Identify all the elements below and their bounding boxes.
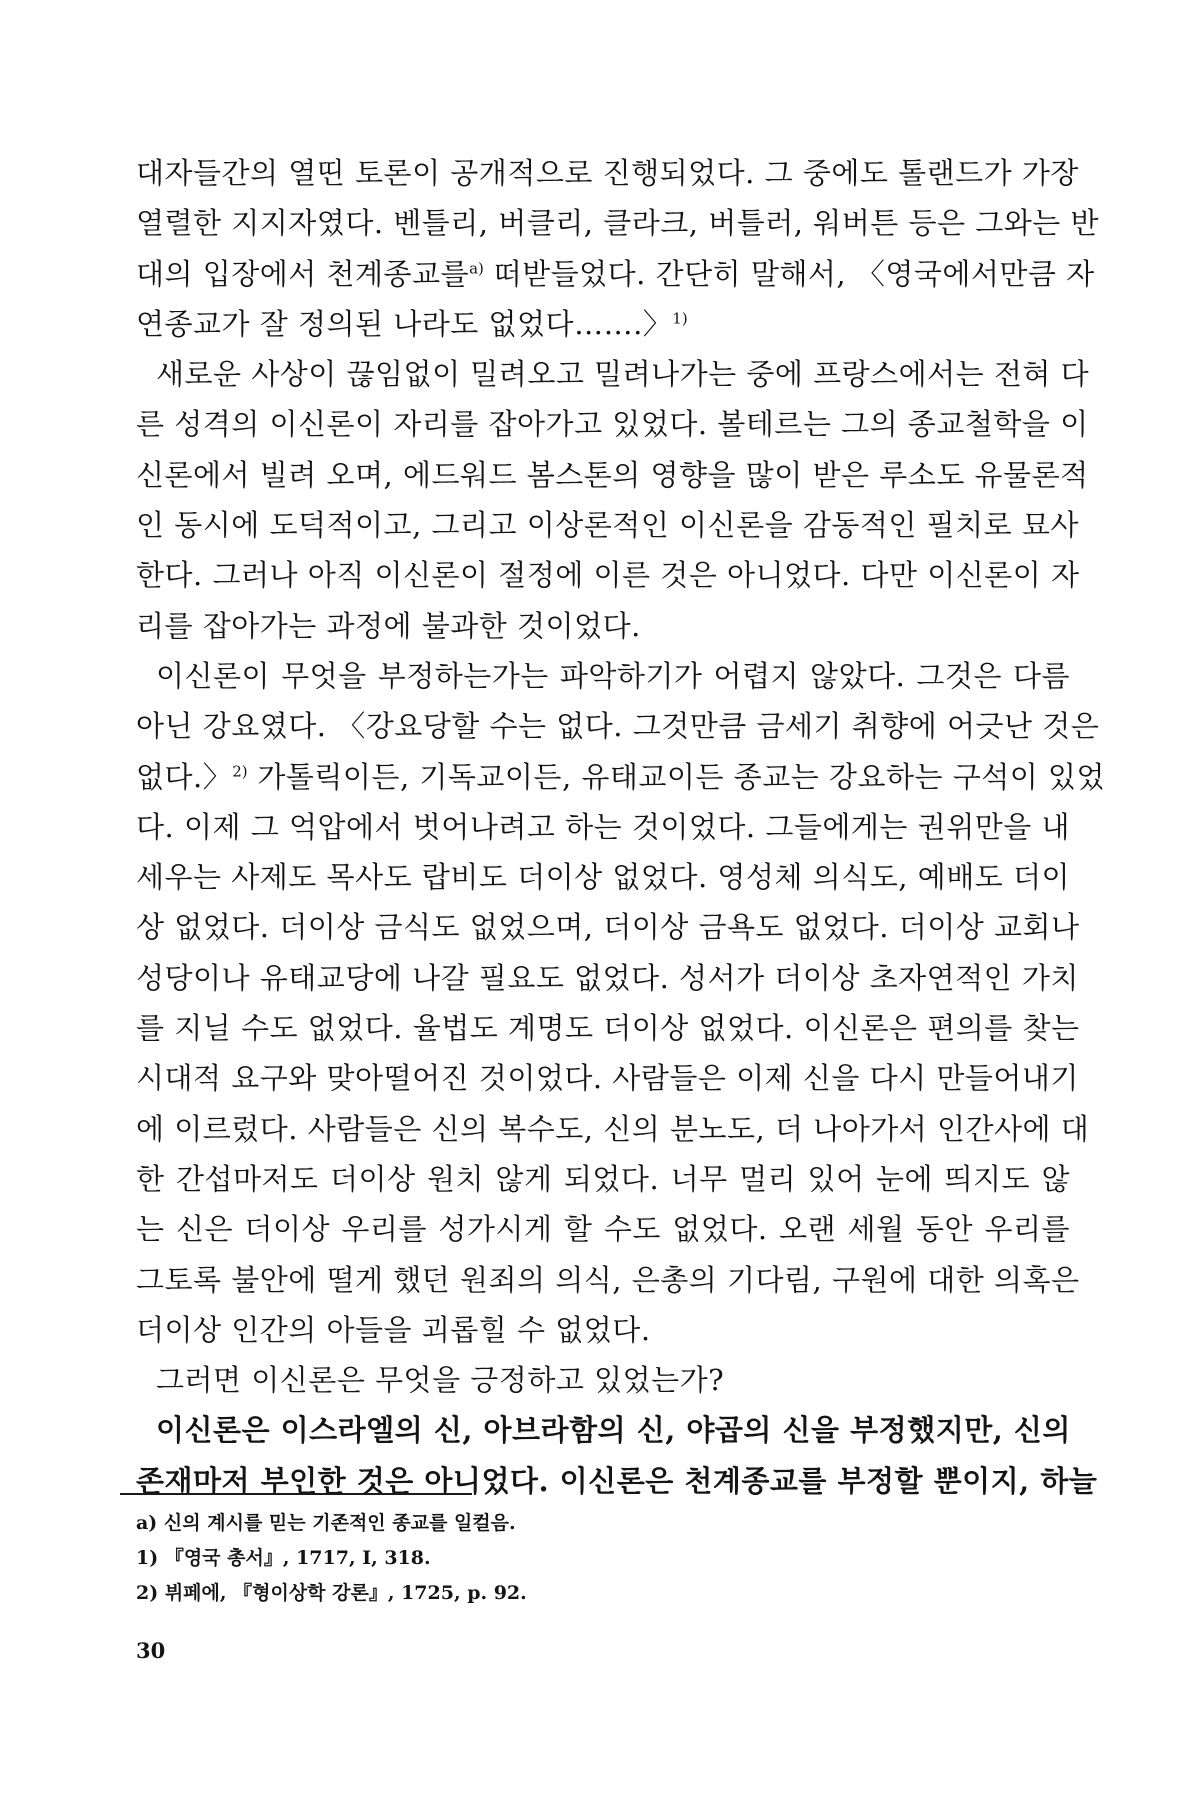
footnote-2: 2) 뷔페에, 『형이상학 강론』, 1725, p. 92.	[136, 1582, 527, 1604]
text-line: 시대적 요구와 맞아떨어진 것이었다. 사람들은 이제 신을 다시 만들어내기	[136, 1061, 1079, 1096]
text-line: 른 성격의 이신론이 자리를 잡아가고 있었다. 볼테르는 그의 종교철학을 이	[136, 407, 1089, 442]
body-text	[136, 148, 1105, 1506]
text-line: 상 없었다. 더이상 금식도 없었으며, 더이상 금욕도 없었다. 더이상 교회나	[136, 910, 1080, 945]
text-line: 에 이르렀다. 사람들은 신의 복수도, 신의 분노도, 더 나아가서 인간사에 대	[136, 1111, 1090, 1146]
text-line: 성당이나 유태교당에 나갈 필요도 없었다. 성서가 더이상 초자연적인 가치	[136, 960, 1079, 995]
text-line: 더이상 인간의 아들을 괴롭힐 수 없었다.	[136, 1312, 651, 1347]
text-segment: 가톨릭이든, 기독교이든, 유태교이든 종교는 강요하는 구석이 있었	[247, 759, 1105, 794]
text-line	[136, 249, 1095, 299]
text-line: 그러면 이신론은 무엇을 긍정하고 있었는가?	[156, 1363, 725, 1398]
footnote-marker-1: 1)	[672, 309, 688, 328]
text-line: 한 간섭마저도 더이상 원치 않게 되었다. 너무 멀리 있어 눈에 띄지도 않	[136, 1161, 1070, 1196]
text-line: 리를 잡아가는 과정에 불과한 것이었다.	[136, 608, 641, 643]
text-line	[136, 299, 1070, 349]
text-segment: 연종교가 잘 정의된 나라도 없었다…….〉	[136, 306, 673, 341]
footnote-marker-a: a)	[469, 258, 484, 277]
text-line: 다. 이제 그 억압에서 벗어나려고 하는 것이었다. 그들에게는 권위만을 내	[136, 809, 1070, 844]
footnote-marker-2: 2)	[232, 761, 248, 780]
footnote-1: 1) 『영국 총서』, 1717, I, 318.	[136, 1547, 431, 1569]
text-line: 그토록 불안에 떨게 했던 원죄의 의식, 은총의 기다림, 구원에 대한 의혹은	[136, 1262, 1080, 1297]
text-line: 새로운 사상이 끊임없이 밀려오고 밀려나가는 중에 프랑스에서는 전혀 다	[156, 357, 1090, 392]
text-segment: 없다.〉	[136, 759, 233, 794]
footnotes	[136, 1506, 836, 1611]
text-line	[136, 752, 1105, 802]
text-line: 한다. 그러나 아직 이신론이 절정에 이른 것은 아니었다. 다만 이신론이 자	[136, 558, 1080, 593]
paragraph	[136, 1405, 1098, 1506]
text-line: 세우는 사제도 목사도 랍비도 더이상 없었다. 영성체 의식도, 예배도 더이	[136, 860, 1070, 895]
text-line: 대자들간의 열띤 토론이 공개적으로 진행되었다. 그 중에도 톨랜드가 가장	[136, 156, 1079, 190]
text-line: 신론에서 빌려 오며, 에드워드 봄스톤의 영향을 많이 받은 루소도 유물론적	[136, 457, 1089, 492]
text-line: 인 동시에 도덕적이고, 그리고 이상론적인 이신론을 감동적인 필치로 묘사	[136, 508, 1079, 543]
text-line: 는 신은 더이상 우리를 성가시게 할 수도 없었다. 오랜 세월 동안 우리를	[136, 1212, 1070, 1247]
footnote-divider	[120, 1493, 472, 1495]
text-line: 이신론이 무엇을 부정하는가는 파악하기가 어렵지 않았다. 그것은 다름	[156, 658, 1070, 693]
text-line: 아닌 강요였다. 〈강요당할 수는 없다. 그것만큼 금세기 취향에 어긋난 것은	[136, 709, 1100, 744]
text-line: 존재마저 부인한 것은 아니었다. 이신론은 천계종교를 부정할 뿐이지, 하늘	[136, 1463, 1098, 1498]
page-number: 30	[136, 1638, 166, 1663]
text-line: 이신론은 이스라엘의 신, 아브라함의 신, 야곱의 신을 부정했지만, 신의	[156, 1413, 1071, 1448]
text-segment: 대의 입장에서 천계종교를	[136, 256, 470, 291]
text-segment: 떠받들었다. 간단히 말해서, 〈영국에서만큼 자	[483, 256, 1095, 291]
text-line: 를 지닐 수도 없었다. 율법도 계명도 더이상 없었다. 이신론은 편의를 찾는	[136, 1011, 1080, 1046]
text-line: 열렬한 지지자였다. 벤틀리, 버클리, 클라크, 버틀러, 워버튼 등은 그와는 반	[136, 206, 1099, 241]
footnote-a: a) 신의 계시를 믿는 기존적인 종교를 일컬음.	[136, 1512, 516, 1534]
